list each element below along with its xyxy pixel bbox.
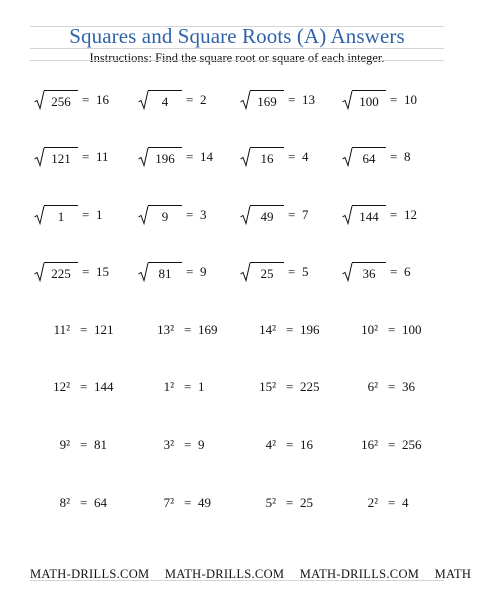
- radical-sign-icon: [34, 145, 44, 169]
- answer: 2: [200, 92, 207, 107]
- square-root-problem: [342, 145, 438, 169]
- equals-sign: =: [82, 207, 90, 222]
- radicand: 9: [148, 205, 182, 228]
- equals-sign: =: [80, 322, 88, 337]
- radical-sign-icon: [342, 145, 352, 169]
- answer: 1: [96, 207, 103, 222]
- equals-sign: =: [286, 437, 294, 452]
- answer: 16: [300, 437, 313, 452]
- answer: 169: [198, 322, 218, 337]
- square-base: 13²: [157, 322, 174, 337]
- radical-sign-icon: [34, 203, 44, 227]
- equals-sign: =: [288, 264, 296, 279]
- radical-sign-icon: [138, 145, 148, 169]
- radicand: 169: [250, 90, 284, 113]
- answer: 13: [302, 92, 315, 107]
- radicand: 49: [250, 205, 284, 228]
- answer: 25: [300, 495, 313, 510]
- answer: 9: [200, 264, 207, 279]
- square-base: 15²: [259, 379, 276, 394]
- answer: 64: [94, 495, 107, 510]
- radical-sign-icon: [138, 88, 148, 112]
- equals-sign: =: [184, 322, 192, 337]
- answer: 16: [96, 92, 109, 107]
- square-base: 2²: [367, 495, 378, 510]
- answer: 5: [302, 264, 309, 279]
- answer: 121: [94, 322, 114, 337]
- square-root-problem: [342, 203, 438, 227]
- equals-sign: =: [288, 149, 296, 164]
- answer: 196: [300, 322, 320, 337]
- radicand: 256: [44, 90, 78, 113]
- answer: 11: [96, 149, 109, 164]
- equals-sign: =: [288, 92, 296, 107]
- equals-sign: =: [82, 149, 90, 164]
- equals-sign: =: [80, 379, 88, 394]
- instructions-text: Instructions: Find the square root or square of each integer.: [89, 51, 385, 65]
- square-problem: [240, 491, 336, 515]
- equals-sign: =: [80, 437, 88, 452]
- equals-sign: =: [288, 207, 296, 222]
- equals-sign: =: [186, 92, 194, 107]
- square-base: 5²: [265, 495, 276, 510]
- equals-sign: =: [390, 264, 398, 279]
- square-base: 4²: [265, 437, 276, 452]
- radical-sign-icon: [138, 260, 148, 284]
- square-root-problem: [240, 203, 336, 227]
- radical-sign-icon: [342, 260, 352, 284]
- answer: 12: [404, 207, 417, 222]
- footer-brand: MATH: [434, 567, 472, 581]
- equals-sign: =: [388, 322, 396, 337]
- equals-sign: =: [388, 495, 396, 510]
- answer: 7: [302, 207, 309, 222]
- equals-sign: =: [184, 495, 192, 510]
- radicand: 25: [250, 262, 284, 285]
- footer-brand: MATH-DRILLS.COM: [299, 567, 420, 581]
- square-root-problem: [138, 145, 234, 169]
- equals-sign: =: [390, 207, 398, 222]
- square-root-problem: [240, 88, 336, 112]
- square-root-problem: [240, 260, 336, 284]
- footer-brand: MATH-DRILLS.COM: [30, 567, 150, 581]
- radical-sign-icon: [342, 88, 352, 112]
- square-root-problem: [34, 203, 130, 227]
- radicand: 1: [44, 205, 78, 228]
- square-root-problem: [342, 260, 438, 284]
- radical-sign-icon: [34, 260, 44, 284]
- equals-sign: =: [286, 322, 294, 337]
- radical-sign-icon: [240, 145, 250, 169]
- answer: 15: [96, 264, 109, 279]
- square-problem: [138, 491, 234, 515]
- equals-sign: =: [82, 92, 90, 107]
- square-base: 12²: [53, 379, 70, 394]
- radical-sign-icon: [240, 203, 250, 227]
- square-base: 11²: [53, 322, 70, 337]
- answer: 1: [198, 379, 205, 394]
- square-root-problem: [34, 260, 130, 284]
- answer: 6: [404, 264, 411, 279]
- square-base: 8²: [59, 495, 70, 510]
- answer: 144: [94, 379, 114, 394]
- square-problem: [34, 375, 130, 399]
- equals-sign: =: [286, 495, 294, 510]
- equals-sign: =: [388, 379, 396, 394]
- square-problem: [240, 318, 336, 342]
- square-root-problem: [138, 88, 234, 112]
- equals-sign: =: [186, 149, 194, 164]
- square-problem: [240, 375, 336, 399]
- answer: 8: [404, 149, 411, 164]
- equals-sign: =: [390, 149, 398, 164]
- radicand: 144: [352, 205, 386, 228]
- answer: 4: [302, 149, 309, 164]
- equals-sign: =: [186, 264, 194, 279]
- square-problem: [138, 375, 234, 399]
- square-base: 14²: [259, 322, 276, 337]
- square-problem: [342, 318, 438, 342]
- equals-sign: =: [80, 495, 88, 510]
- page-title: Squares and Square Roots (A) Answers: [69, 24, 405, 48]
- radical-sign-icon: [240, 260, 250, 284]
- answer: 225: [300, 379, 320, 394]
- radical-sign-icon: [34, 88, 44, 112]
- square-problem: [342, 375, 438, 399]
- radicand: 16: [250, 147, 284, 170]
- equals-sign: =: [184, 379, 192, 394]
- square-base: 6²: [367, 379, 378, 394]
- square-root-problem: [342, 88, 438, 112]
- radicand: 121: [44, 147, 78, 170]
- square-root-problem: [34, 88, 130, 112]
- footer-rule: [30, 580, 444, 581]
- square-base: 10²: [361, 322, 378, 337]
- radicand: 36: [352, 262, 386, 285]
- answer: 36: [402, 379, 415, 394]
- equals-sign: =: [286, 379, 294, 394]
- answer: 4: [402, 495, 409, 510]
- answer: 14: [200, 149, 213, 164]
- equals-sign: =: [186, 207, 194, 222]
- radicand: 196: [148, 147, 182, 170]
- radical-sign-icon: [342, 203, 352, 227]
- radical-sign-icon: [138, 203, 148, 227]
- equals-sign: =: [184, 437, 192, 452]
- square-problem: [34, 318, 130, 342]
- square-base: 7²: [163, 495, 174, 510]
- answer: 100: [402, 322, 422, 337]
- square-problem: [138, 318, 234, 342]
- square-problem: [240, 433, 336, 457]
- square-base: 9²: [59, 437, 70, 452]
- answer: 256: [402, 437, 422, 452]
- equals-sign: =: [390, 92, 398, 107]
- answer: 9: [198, 437, 205, 452]
- square-problem: [34, 491, 130, 515]
- square-base: 1²: [163, 379, 174, 394]
- equals-sign: =: [82, 264, 90, 279]
- answer: 81: [94, 437, 107, 452]
- square-problem: [342, 433, 438, 457]
- square-root-problem: [240, 145, 336, 169]
- square-base: 16²: [361, 437, 378, 452]
- square-root-problem: [34, 145, 130, 169]
- radicand: 225: [44, 262, 78, 285]
- square-base: 3²: [163, 437, 174, 452]
- answer: 10: [404, 92, 417, 107]
- square-problem: [34, 433, 130, 457]
- radicand: 64: [352, 147, 386, 170]
- equals-sign: =: [388, 437, 396, 452]
- square-problem: [342, 491, 438, 515]
- footer-brand: MATH-DRILLS.COM: [164, 567, 285, 581]
- radical-sign-icon: [240, 88, 250, 112]
- answer: 3: [200, 207, 207, 222]
- square-problem: [138, 433, 234, 457]
- square-root-problem: [138, 260, 234, 284]
- answer: 49: [198, 495, 211, 510]
- radicand: 100: [352, 90, 386, 113]
- square-root-problem: [138, 203, 234, 227]
- radicand: 81: [148, 262, 182, 285]
- radicand: 4: [148, 90, 182, 113]
